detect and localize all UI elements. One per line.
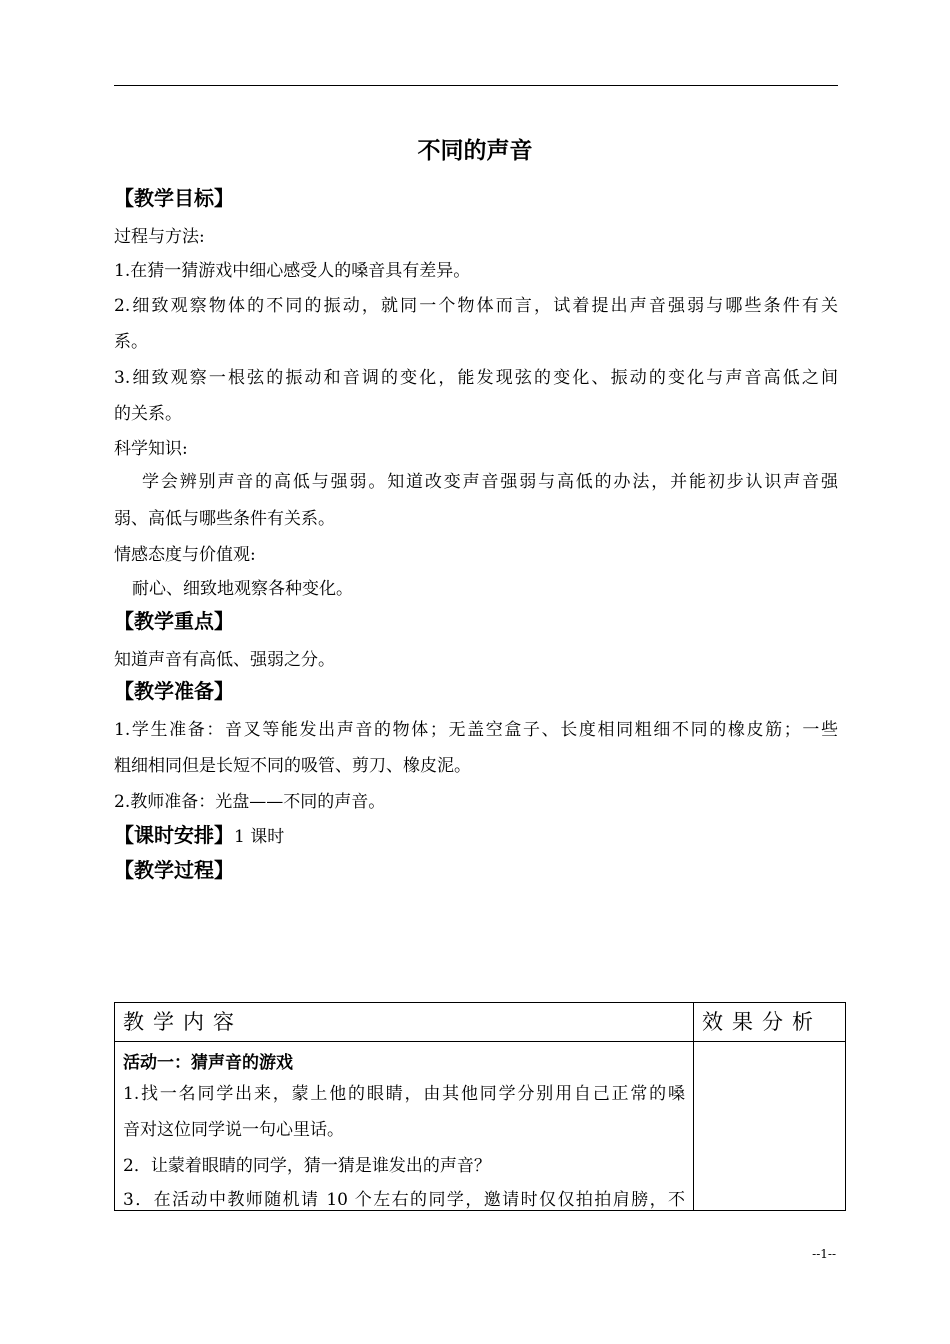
focus-heading: 【教学重点】 [114,609,234,633]
objective-item-1: 1.在猜一猜游戏中细心感受人的嗓音具有差异。 [114,261,471,281]
content-line-4: 3．在活动中教师随机请 10 个左右的同学，邀请时仅仅拍拍肩膀，不 [123,1190,685,1210]
table-header-row [115,1003,846,1042]
content-line-2: 音对这位同学说一句心里话。 [123,1120,344,1140]
preparation-item-2: 2.教师准备：光盘——不同的声音。 [114,792,386,812]
analysis-cell [694,1042,846,1211]
analysis-column-header: 效果分析 [694,1003,846,1042]
schedule-heading: 【课时安排】 [114,823,234,847]
content-line-3: 2．让蒙着眼睛的同学，猜一猜是谁发出的声音？ [123,1156,491,1176]
process-table [114,1002,846,1211]
objective-item-3: 3.细致观察一根弦的振动和音调的变化，能发现弦的变化、振动的变化与声音高低之间 [114,368,838,388]
emotion-text: 耐心、细致地观察各种变化。 [132,579,353,599]
focus-text: 知道声音有高低、强弱之分。 [114,650,335,670]
preparation-heading: 【教学准备】 [114,679,234,703]
content-line-1: 1.找一名同学出来，蒙上他的眼睛，由其他同学分别用自己正常的嗓 [123,1084,685,1104]
header-rule [114,85,838,86]
knowledge-label: 科学知识: [114,439,188,459]
process-method-label: 过程与方法: [114,227,205,247]
schedule-value: 1 课时 [234,827,285,847]
knowledge-text: 学会辨别声音的高低与强弱。知道改变声音强弱与高低的办法，并能初步认识声音强 [142,472,838,492]
activity-title: 活动一：猜声音的游戏 [123,1053,293,1073]
content-column-header: 教学内容 [115,1003,694,1042]
content-cell [115,1042,694,1211]
process-heading: 【教学过程】 [114,858,234,882]
objective-item-3-cont: 的关系。 [114,404,182,424]
objectives-heading: 【教学目标】 [114,186,234,210]
preparation-item-1: 1.学生准备：音叉等能发出声音的物体；无盖空盒子、长度相同粗细不同的橡皮筋；一些 [114,720,838,740]
page-title: 不同的声音 [417,138,533,164]
emotion-label: 情感态度与价值观: [114,545,256,565]
knowledge-text-cont: 弱、高低与哪些条件有关系。 [114,509,335,529]
page-number: --1-- [812,1247,836,1261]
schedule-row [114,823,284,849]
objective-item-2: 2.细致观察物体的不同的振动，就同一个物体而言，试着提出声音强弱与哪些条件有关 [114,296,838,316]
objective-item-2-cont: 系。 [114,332,148,352]
preparation-item-1-cont: 粗细相同但是长短不同的吸管、剪刀、橡皮泥。 [114,756,471,776]
table-row [115,1042,846,1211]
